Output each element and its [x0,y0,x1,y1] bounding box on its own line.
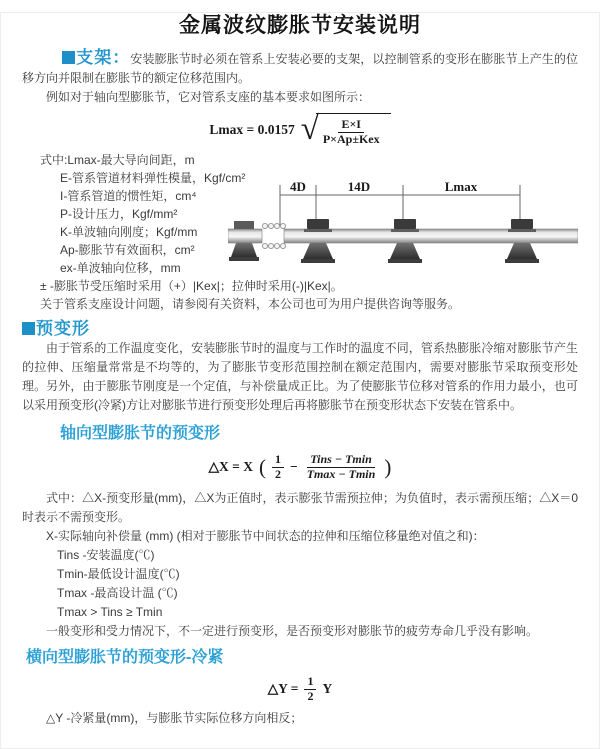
lmax-formula [22,111,578,149]
support-section-heading [62,48,130,67]
sqrt-radical [301,113,391,147]
lateral-note: △Y -冷紧量(mm)，与膨胀节实际位移方向相反； [46,711,303,725]
lateral-formula-rhs: Y [322,681,333,696]
definition-item: ex-单波轴向位移，mm [60,261,181,275]
axial-note-inequality: Tmax > Tins ≥ Tmin [57,605,163,619]
temperature-numerator: Tins − Tmin [307,453,375,468]
axial-formula [22,447,578,487]
axial-note-tmin: Tmin-最低设计温度(℃) [57,567,180,581]
section-square-icon [62,51,75,64]
axial-note-general: 一般变形和受力情况下，不一定进行预变形，是否预变形对膨胀节的疲劳寿命几乎没有影响。 [46,624,539,638]
axial-note-tmax: Tmax -最高设计温 (℃) [57,586,178,600]
half-denominator: 2 [275,466,281,481]
bellows-icon [262,223,285,248]
definition-where: 式中:Lmax-最大导向间距，m [40,153,195,167]
left-paren: ( [259,454,266,479]
pipe-support-diagram [228,179,578,283]
pipe-left-segment [228,229,262,243]
dim-label-lmax: Lmax [444,179,478,194]
support-intro-text: 安装膨胀节时必须在管系上安装必要的支架，以控制管系的变形在膨胀节上产生的位移方向并限制在膨胀节的额定位移范围内。 [22,52,578,85]
definition-item: E-管系管道材料弹性模量，Kgf/cm² [60,171,246,185]
preform-body: 由于管系的工作温度变化，安装膨胀节时的温度与工作时的温度不同，管系热膨胀冷缩对膨胀节产生的拉伸、压缩量常常是不均等的，为了膨胀节变形范围控制在额定范围内，需要对膨胀节采取预变形处理。另外，由于膨胀节刚度是一个定值，与补偿量成正比。为了使膨胀节位移对管系的作用力最小，也可以采用预变形(冷紧)方让对膨胀节进行预变形处理后再将膨胀节在预变形状态下安装在管系中。 [22,341,578,412]
axial-note-main: 式中：△X-预变形量(mm)，△X为正值时，表示膨张节需预拉伸；为负值时，表示需预压缩；△X＝0时表示不需预变形。 [22,491,578,524]
half-numerator: 1 [304,675,316,690]
axial-subheading: 轴向型膨胀节的预变形 [60,425,221,442]
half-numerator: 1 [272,453,284,468]
definitions-and-diagram [22,151,578,277]
dim-label-4d: 4D [290,179,306,194]
pm-note: ± -膨胀节受压缩时采用（+）|Kex|；拉伸时采用(-)|Kex|。 [40,279,343,293]
service-note: 关于管系支座设计问题，请参阅有关资料，本公司也可为用户提供咨询等服务。 [40,297,461,311]
lateral-formula [22,671,578,707]
lmax-denominator: P×Ap±Kex [322,132,380,146]
lmax-formula-lhs: Lmax = 0.0157 [209,122,295,137]
definition-item: P-设计压力，Kgf/mm² [60,207,178,221]
right-paren: ) [384,454,392,479]
support-example-line: 例如对于轴向型膨胀节，它对管系支座的基本要求如图所示： [46,90,371,104]
section-square-icon [22,322,35,335]
preform-section-heading [22,319,578,339]
sqrt-symbol: √ [300,111,319,148]
lmax-numerator: E×I [338,118,364,133]
axial-note-x: X-实际轴向补偿量 (mm) (相对于膨胀节中间状态的拉伸和压缩位移量绝对值之和)： [46,529,485,543]
document-page [0,12,600,728]
lmax-fraction [320,118,383,147]
sqrt-body [316,113,391,147]
temperature-denominator: Tmax − Tmin [306,466,376,481]
preform-heading-label: 预变形 [36,319,90,338]
page-title: 金属波纹膨胀节安装说明 [179,14,421,37]
definition-item: K-单波轴向刚度；Kgf/mm [60,225,198,239]
half-denominator: 2 [307,688,314,703]
support-intro-paragraph [22,48,578,88]
axial-formula-prefix: △X = X [208,459,253,474]
definition-item: Ap-膨胀节有效面积，cm² [60,243,195,257]
lateral-formula-lhs: △Y = [267,681,299,696]
half-fraction [304,675,316,704]
dim-label-14d: 14D [347,179,371,194]
temperature-fraction [304,453,379,482]
half-fraction [272,453,284,482]
definition-item: I-管系管道的惯性矩，cm⁴ [60,189,197,203]
lateral-subheading: 横向型膨胀节的预变形-冷紧 [26,649,224,666]
minus-sign: − [290,459,298,474]
support-heading-label: 支架： [76,48,131,67]
axial-note-tins: Tins -安装温度(℃) [57,548,155,562]
